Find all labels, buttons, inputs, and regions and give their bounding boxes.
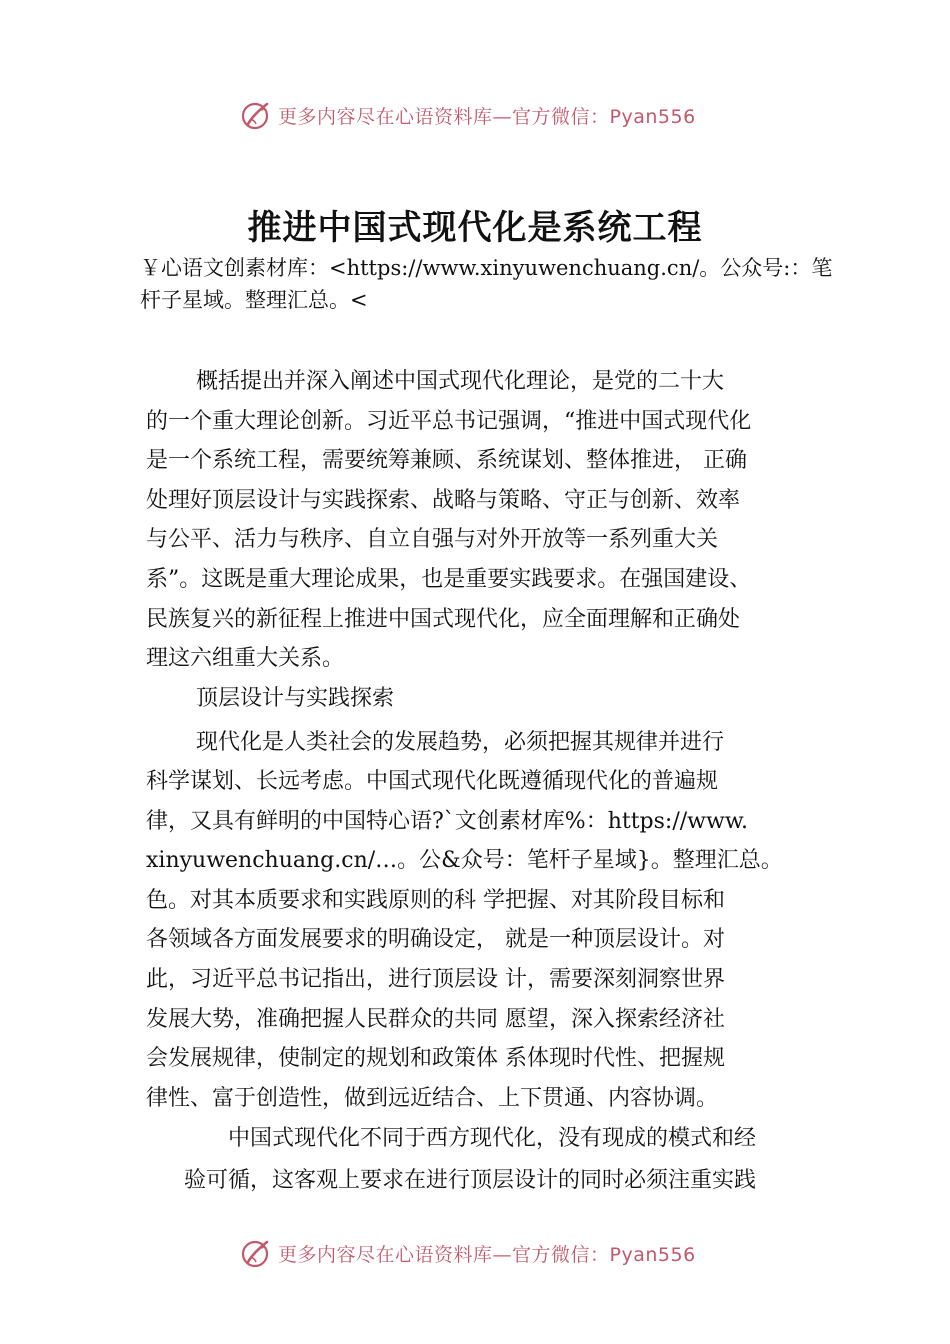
body-line: 色。对其本质要求和实践原则的科 学把握、对其阶段目标和 <box>146 888 725 913</box>
body-line: 现代化是人类社会的发展趋势，必须把握其规律并进行 <box>196 730 725 755</box>
body-line: 发展大势，准确把握人民群众的共同 愿望，深入探索经济社 <box>146 1007 725 1032</box>
body-line: 处理好顶层设计与实践探索、战略与策略、守正与创新、效率 <box>146 488 741 513</box>
body-line: 此，习近平总书记指出，进行顶层设 计，需要深刻洞察世界 <box>146 967 725 992</box>
footer-banner <box>0 1233 950 1273</box>
body-line: 系”。这既是重大理论成果，也是重要实践要求。在强国建设、 <box>146 567 752 592</box>
body-line: 概括提出并深入阐述中国式现代化理论，是党的二十大 <box>196 369 725 394</box>
body-line: 各领域各方面发展要求的明确设定， 就是一种顶层设计。对 <box>146 927 725 952</box>
banner-text: 更多内容尽在心语资料库—官方微信：Pyan556 <box>278 105 696 128</box>
body-line: 科学谋划、长远考虑。中国式现代化既遵循现代化的普遍规 <box>146 769 719 794</box>
body-line: xinyuwenchuang.cn/…。公&众号：笔杆子星域}。整理汇总。 <box>146 848 783 873</box>
section-heading: 顶层设计与实践探索 <box>196 686 395 711</box>
wechat-id: Pyan556 <box>609 105 696 128</box>
banner-text: 更多内容尽在心语资料库—官方微信：Pyan556 <box>278 1243 696 1266</box>
body-line: 律，又具有鲜明的中国特心语?`文创素材库%：https://www. <box>146 809 749 834</box>
body-line: 会发展规律，使制定的规划和政策体 系体现时代性、把握规 <box>146 1046 725 1071</box>
body-line: 律性、富于创造性，做到远近结合、上下贯通、内容协调。 <box>146 1086 719 1111</box>
brush-logo-icon <box>240 1237 272 1269</box>
body-line: 是一个系统工程，需要统筹兼顾、系统谋划、整体推进， 正确 <box>146 448 747 473</box>
body-line: 与公平、活力与秩序、自立自强与对外开放等一系列重大关 <box>146 527 719 552</box>
body-line: 验可循，这客观上要求在进行顶层设计的同时必须注重实践 <box>184 1168 757 1193</box>
body-line: 的一个重大理论创新。习近平总书记强调，“推进中国式现代化 <box>146 409 752 434</box>
wechat-id: Pyan556 <box>609 1243 696 1266</box>
document-title: 推进中国式现代化是系统工程 <box>247 208 703 248</box>
source-line: ￥心语文创素材库：<https://www.xinyuwenchuang.cn/。公众号:：笔杆子星域。整理汇总。< <box>140 256 833 312</box>
body-line: 民族复兴的新征程上推进中国式现代化，应全面理解和正确处 <box>146 607 741 632</box>
body-line: 中国式现代化不同于西方现代化，没有现成的模式和经 <box>228 1126 757 1151</box>
body-line: 理这六组重大关系。 <box>146 646 345 671</box>
